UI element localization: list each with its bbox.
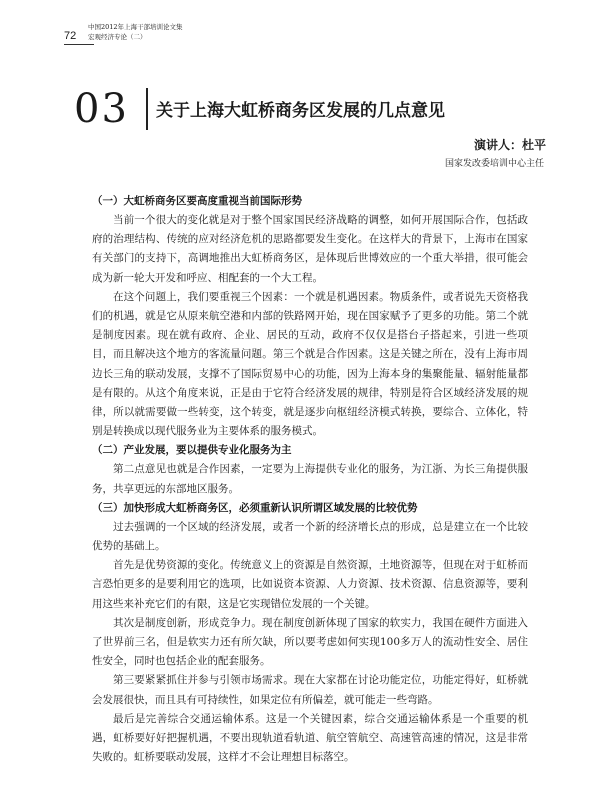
section-heading: （三）加快形成大虹桥商务区，必须重新认识所谓区域发展的比较优势 — [92, 501, 418, 514]
page-number: 72 — [64, 30, 77, 42]
paragraph: 第三要紧紧抓住并参与引领市场需求。现在大家都在讨论功能定位，功能定得好，虹桥就会发展很快，而且具有可持续性，如果定位有所偏差，就可能走一些弯路。 — [92, 674, 528, 706]
paragraph: 第二点意见也就是合作因素，一定要为上海提供专业化的服务，为江浙、为长三角提供服务，共享更远的东部地区服务。 — [92, 463, 528, 495]
paragraph: 最后是完善综合交通运输体系。这是一个关键因素，综合交通运输体系是一个重要的机遇，虹桥要好好把握机遇，不要出现轨道看轨道、航空管航空、高速管高速的情况，这是非常失败的。虹桥要联动发展，这样才不会让理想目标落空。 — [92, 712, 528, 764]
paragraph: 首先是优势资源的变化。传统意义上的资源是自然资源，土地资源等，但现在对于虹桥而言恐怕更多的是要利用它的选项，比如说资本资源、人力资源、技术资源、信息资源等，要利用这些来补充它们的有限，这是它实现错位发展的一个关键。 — [92, 559, 528, 610]
speaker-name: 演讲人：杜平 — [473, 138, 546, 152]
paragraph: 在这个问题上，我们要重视三个因素：一个就是机遇因素。物质条件，或者说先天资格我们的机遇，就是它从原来航空港和内部的铁路网开始，现在国家赋予了更多的功能。第二个就是制度因素。现在就有政府、企业、居民的互动，政府不仅仅是搭台子搭起来，引进一些项目，而且解决这个地方的客流量问题。第三个就是合作因素。这是关键之所在，没有上海市周边长三角的联动发展，支撑不了国际贸易中心的功能，因为上海本身的集聚能量、辐射能量都是有限的。从这个角度来说，正是由于它符合经济发展的规律，特别是符合区域经济发展的规律，所以就需要做一些转变，这个转变，就是逐步向枢纽经济模式转换，要综合、立体化，特别是转换成以现代服务业为主要体系的服务模式。 — [92, 290, 528, 438]
chapter-title: 关于上海大虹桥商务区发展的几点意见 — [156, 101, 445, 121]
paragraph: 其次是制度创新，形成竞争力。现在制度创新体现了国家的软实力，我国在硬件方面进入了世界前三名，但是软实力还有所欠缺，所以要考虑如何实现100多万人的流动性安全、居住性安全，同时也包括企业的配套服务。 — [92, 616, 528, 668]
running-header-line1: 中国2012年上海干部培训论文集 — [88, 23, 183, 31]
paragraph: 当前一个很大的变化就是对于整个国家国民经济战略的调整，如何开展国际合作，包括政府的治理结构、传统的应对经济危机的思路都要发生变化。在这样大的背景下，上海市在国家有关部门的支持下，高调地推出大虹桥商务区，是体现后世博效应的一个重大举措，很可能会成为新一轮大开发和呼应、相配套的一个大工程。 — [92, 214, 528, 284]
chapter-title-block — [74, 86, 554, 132]
running-header-line2: 宏观经济专论（二） — [88, 33, 147, 41]
chapter-number: 03 — [74, 86, 129, 132]
section-heading: （二）产业发展，要以提供专业化服务为主 — [92, 444, 292, 457]
speaker-affiliation: 国家发改委培训中心主任 — [444, 159, 544, 169]
header-rule — [64, 44, 94, 45]
article-body — [92, 192, 528, 767]
title-divider — [146, 88, 148, 130]
section-heading: （一）大虹桥商务区要高度重视当前国际形势 — [92, 195, 302, 207]
paragraph: 过去强调的一个区域的经济发展，或者一个新的经济增长点的形成，总是建立在一个比较优势的基础上。 — [92, 520, 528, 553]
